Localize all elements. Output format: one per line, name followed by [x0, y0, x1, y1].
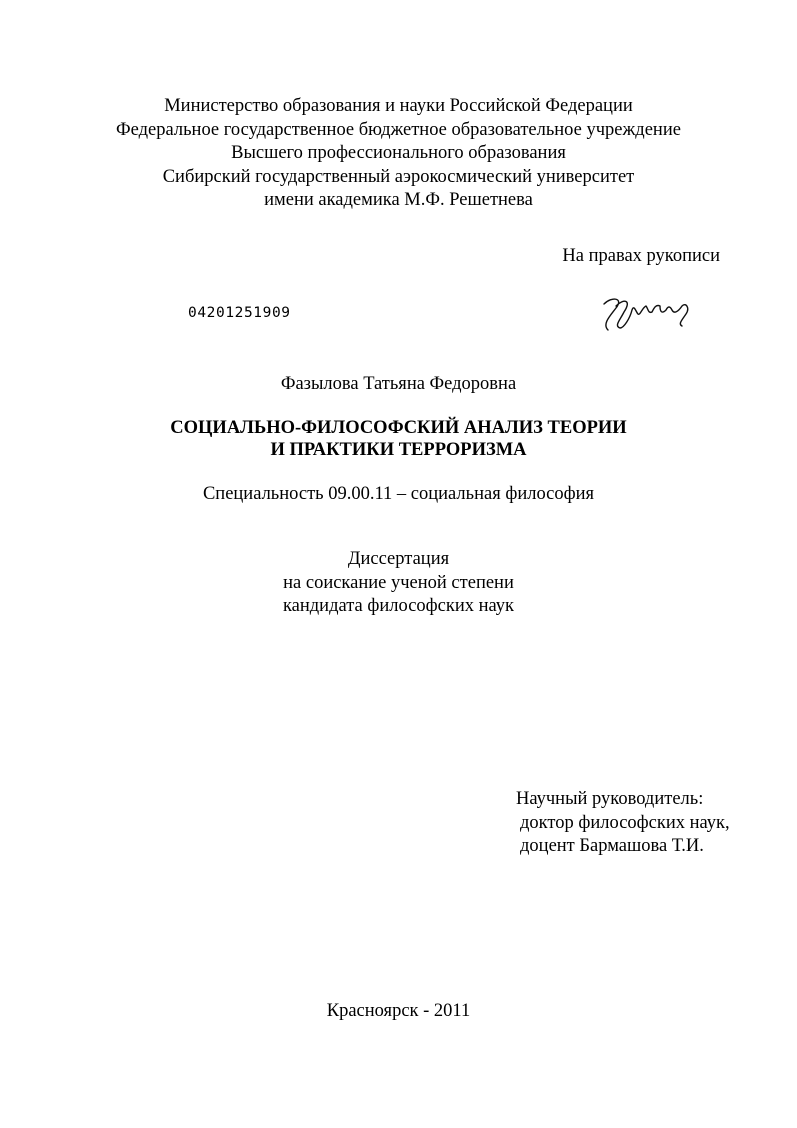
dissertation-description [0, 548, 797, 619]
university-honorific-line: имени академика М.Ф. Решетнева [264, 190, 533, 210]
institution-header [0, 95, 797, 213]
city-year: Красноярск - 2011 [326, 1001, 471, 1021]
institution-type-line: Федеральное государственное бюджетное образовательное учреждение [116, 119, 681, 140]
author-name: Фазылова Татьяна Федоровна [280, 374, 517, 394]
supervisor-label: Научный руководитель: [516, 789, 704, 809]
manuscript-rights-note: На правах рукописи [562, 246, 720, 266]
university-line: Сибирский государственный аэрокосмический университет [162, 166, 635, 187]
supervisor-block [516, 788, 730, 859]
specialty-line: Специальность 09.00.11 – социальная философия [202, 484, 595, 504]
document-code: 04201251909 [188, 305, 291, 321]
title-line-1: СОЦИАЛЬНО-ФИЛОСОФСКИЙ АНАЛИЗ ТЕОРИИ [170, 418, 627, 438]
education-level-line: Высшего профессионального образования [231, 143, 566, 163]
degree-name: кандидата философских наук [282, 596, 515, 616]
dissertation-title [0, 417, 797, 461]
signature-icon [598, 290, 698, 338]
ministry-line: Министерство образования и науки Российской Федерации [164, 96, 633, 116]
supervisor-name: доцент Бармашова Т.И. [520, 836, 704, 856]
degree-purpose: на соискание ученой степени [283, 572, 514, 593]
supervisor-degree: доктор философских наук, [520, 812, 730, 833]
dissertation-label: Диссертация [347, 549, 450, 569]
title-line-2: И ПРАКТИКИ ТЕРРОРИЗМА [270, 440, 527, 460]
